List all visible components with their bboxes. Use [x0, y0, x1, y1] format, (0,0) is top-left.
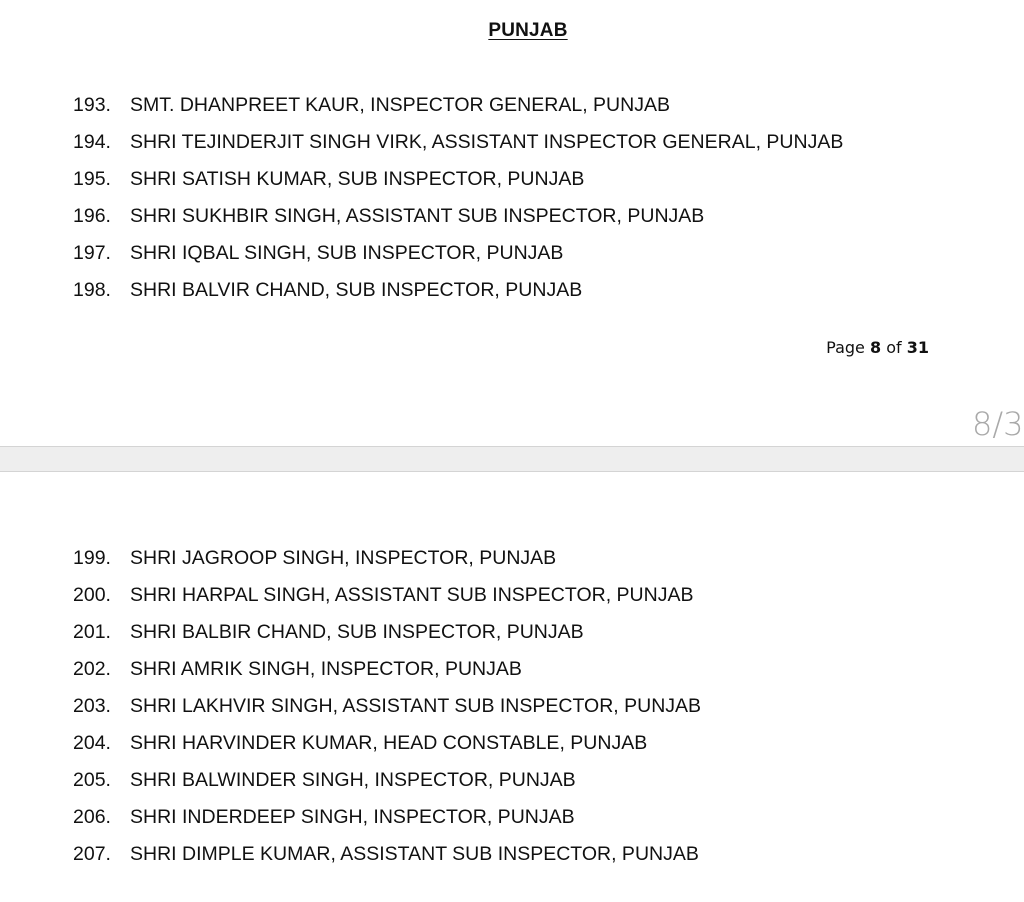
awardee-list-page-9 — [73, 545, 701, 878]
list-item — [73, 240, 843, 277]
item-text: SMT. DHANPREET KAUR, INSPECTOR GENERAL, PUNJAB — [130, 94, 670, 116]
item-text: SHRI IQBAL SINGH, SUB INSPECTOR, PUNJAB — [130, 242, 564, 264]
section-heading: PUNJAB — [488, 20, 568, 41]
item-number: 206. — [73, 806, 111, 828]
item-number: 193. — [73, 94, 111, 116]
list-item — [73, 656, 701, 693]
item-number: 197. — [73, 242, 111, 264]
item-text: SHRI BALBIR CHAND, SUB INSPECTOR, PUNJAB — [130, 621, 584, 643]
list-item — [73, 730, 701, 767]
item-text: SHRI INDERDEEP SINGH, INSPECTOR, PUNJAB — [130, 806, 575, 828]
item-number: 205. — [73, 769, 111, 791]
list-item — [73, 804, 701, 841]
item-number: 202. — [73, 658, 111, 680]
item-text: SHRI BALWINDER SINGH, INSPECTOR, PUNJAB — [130, 769, 576, 791]
item-text: SHRI AMRIK SINGH, INSPECTOR, PUNJAB — [130, 658, 522, 680]
item-number: 201. — [73, 621, 111, 643]
item-number: 203. — [73, 695, 111, 717]
list-item — [73, 277, 843, 314]
item-number: 198. — [73, 279, 111, 301]
list-item — [73, 619, 701, 656]
list-item — [73, 166, 843, 203]
item-text: SHRI JAGROOP SINGH, INSPECTOR, PUNJAB — [130, 547, 557, 569]
current-page-number: 8 — [869, 338, 882, 357]
list-item — [73, 767, 701, 804]
item-number: 200. — [73, 584, 111, 606]
list-item — [73, 841, 701, 878]
awardee-list-page-8 — [73, 92, 843, 314]
page-of-label: of — [886, 338, 902, 357]
total-page-number: 31 — [906, 338, 929, 357]
list-item — [73, 545, 701, 582]
item-number: 194. — [73, 131, 111, 153]
item-text: SHRI HARVINDER KUMAR, HEAD CONSTABLE, PUNJAB — [130, 732, 648, 754]
item-text: SHRI DIMPLE KUMAR, ASSISTANT SUB INSPECTOR, PUNJAB — [130, 843, 699, 865]
item-number: 195. — [73, 168, 111, 190]
item-text: SHRI SUKHBIR SINGH, ASSISTANT SUB INSPECTOR, PUNJAB — [130, 205, 705, 227]
item-number: 204. — [73, 732, 111, 754]
list-item — [73, 582, 701, 619]
list-item — [73, 129, 843, 166]
list-item — [73, 203, 843, 240]
item-number: 199. — [73, 547, 111, 569]
list-item — [73, 92, 843, 129]
page-separator — [0, 446, 1024, 472]
page-label: Page — [826, 338, 865, 357]
item-number: 207. — [73, 843, 111, 865]
item-text: SHRI LAKHVIR SINGH, ASSISTANT SUB INSPECTOR, PUNJAB — [130, 695, 702, 717]
list-item — [73, 693, 701, 730]
viewer-page-indicator: 8/3 — [972, 405, 1024, 443]
item-text: SHRI SATISH KUMAR, SUB INSPECTOR, PUNJAB — [130, 168, 585, 190]
page-number-footer — [826, 338, 929, 357]
document-page-9 — [0, 472, 1024, 902]
item-number: 196. — [73, 205, 111, 227]
item-text: SHRI HARPAL SINGH, ASSISTANT SUB INSPECTOR, PUNJAB — [130, 584, 694, 606]
item-text: SHRI BALVIR CHAND, SUB INSPECTOR, PUNJAB — [130, 279, 583, 301]
item-text: SHRI TEJINDERJIT SINGH VIRK, ASSISTANT INSPECTOR GENERAL, PUNJAB — [130, 131, 844, 153]
document-page-8 — [0, 0, 1024, 446]
